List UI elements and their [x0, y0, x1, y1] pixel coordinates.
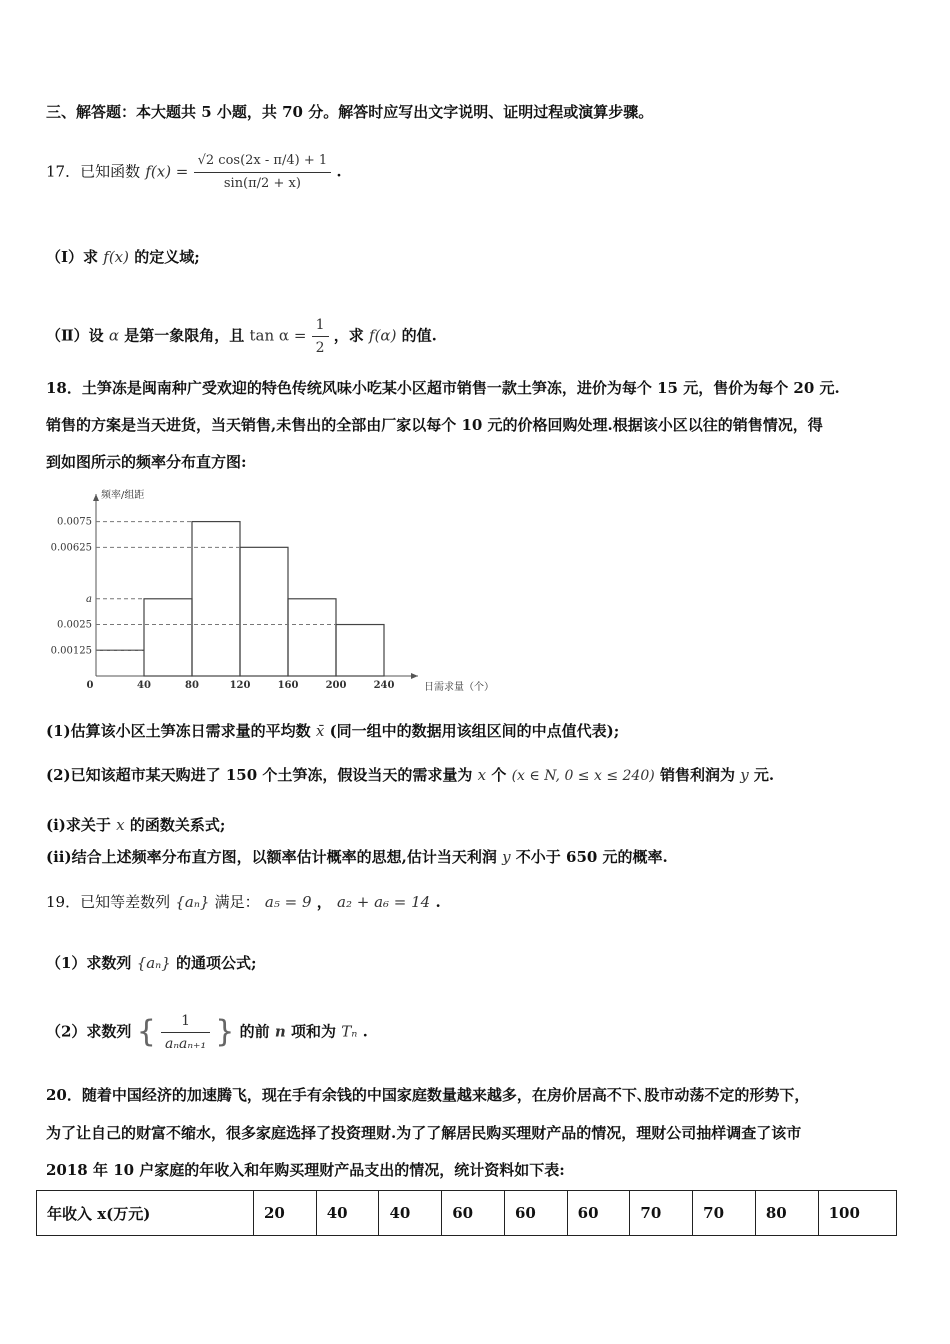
- y-axis-arrow-icon: [93, 494, 99, 501]
- q19-p2-mid: 的前: [239, 1022, 270, 1041]
- table-cell: 20: [254, 1191, 317, 1236]
- q17-p2-num: 1: [312, 314, 329, 337]
- q17-func: f(x) =: [145, 162, 189, 181]
- x-axis-arrow-icon: [411, 673, 418, 679]
- q18-s2-cond: (x ∈ N, 0 ≤ x ≤ 240): [511, 768, 655, 784]
- x-axis-title: 日需求量（个）: [424, 682, 494, 693]
- q17-p2-tan: tan α =: [249, 326, 307, 345]
- x-tick-label: 200: [325, 680, 347, 691]
- x-tick-label: 80: [185, 680, 199, 691]
- histogram-bar: [336, 625, 384, 676]
- y-tick-label: 0.00625: [50, 542, 92, 554]
- table-cell: 70: [693, 1191, 756, 1236]
- q17-numerator: √2 cos(2x - π/4) + 1: [194, 150, 332, 173]
- q17-fraction: [194, 150, 332, 195]
- q19-p2-T: Tₙ: [341, 1022, 358, 1041]
- q17-p2-den: 2: [315, 340, 325, 356]
- q17-p2-suffix: 的值.: [401, 326, 437, 345]
- x-tick-label: 0: [86, 680, 94, 691]
- q17-p1-suffix: 的定义域;: [134, 248, 200, 266]
- q19-p2-mid2: 项和为: [291, 1022, 337, 1041]
- table-cell: 60: [504, 1191, 567, 1236]
- table-cell: 100: [818, 1191, 896, 1236]
- table-cell: 80: [755, 1191, 818, 1236]
- q18-i-x: x: [116, 816, 125, 834]
- q18-i-prefix: (i)求关于: [46, 816, 111, 834]
- question-17: [46, 150, 342, 195]
- q19-comma: ，: [316, 893, 332, 911]
- q19-p2-prefix: （2）求数列: [46, 1022, 132, 1041]
- x-tick-label: 120: [229, 680, 251, 691]
- q19-mid: 满足：: [214, 893, 260, 911]
- q19-p1-suffix: 的通项公式;: [176, 954, 257, 972]
- question-19: [46, 891, 441, 913]
- q19-p1-prefix: （1）求数列: [46, 954, 132, 972]
- q18-s2-mid2: 销售利润为: [659, 766, 735, 784]
- q20-line1: 20．随着中国经济的加速腾飞，现在手有余钱的中国家庭数量越来越多，在房价居高不下､股市动荡不定的形势下，: [46, 1086, 810, 1104]
- q18-ii-suffix: 不小于 650 元的概率.: [515, 848, 668, 866]
- q17-p2-prefix: （Ⅱ）设: [46, 326, 104, 345]
- q18-s2-mid: 个: [491, 766, 507, 784]
- q18-s2-y: y: [740, 766, 749, 784]
- histogram-bar: [144, 599, 192, 676]
- q19-part2: [46, 1010, 368, 1055]
- q18-i-suffix: 的函数关系式;: [129, 816, 226, 834]
- histogram-bar: [192, 522, 240, 676]
- q18-sub2: [46, 764, 774, 787]
- q17-p2-alpha: α: [108, 326, 120, 345]
- y-tick-label: 0.00125: [50, 645, 92, 657]
- q19-suffix: .: [435, 893, 441, 911]
- q18-line3: 到如图所示的频率分布直方图:: [46, 453, 247, 471]
- q18-s2-x: x: [477, 766, 487, 784]
- y-tick-label: 0.0075: [57, 516, 92, 528]
- histogram-layer: [51, 488, 494, 693]
- q18-s1-suffix: (同一组中的数据用该组区间的中点值代表);: [329, 722, 620, 740]
- q20-line2: 为了让自己的财富不缩水，很多家庭选择了投资理财.为了了解居民购买理财产品的情况，理财公司抽样调查了该市: [46, 1124, 802, 1142]
- q18-line1: 18．土笋冻是闽南种广受欢迎的特色传统风味小吃某小区超市销售一款土笋冻，进价为每个 15 元，售价为每个 20 元.: [46, 379, 840, 397]
- q18-ii-y: y: [502, 848, 511, 866]
- q18-line2: 销售的方案是当天进货，当天销售,未售出的全部由厂家以每个 10 元的价格回购处理.根据该小区以往的销售情况，得: [46, 416, 823, 434]
- q19-eq1: a₅ = 9: [264, 893, 312, 911]
- q17-part2: [46, 314, 437, 359]
- table-cell: 40: [316, 1191, 379, 1236]
- left-brace-icon: {: [136, 1014, 156, 1050]
- q19-p2-suffix: .: [362, 1022, 368, 1041]
- q17-p2-math: f(α): [369, 326, 397, 345]
- y-tick-label: a: [86, 593, 92, 605]
- q17-part1: [46, 246, 200, 268]
- section-header: 三、解答题：本大题共 5 小题，共 70 分。解答时应写出文字说明、证明过程或演算步骤。: [46, 103, 654, 121]
- q19-p1-seq: {aₙ}: [136, 954, 171, 972]
- q17-p2-mid: 是第一象限角，且: [124, 326, 245, 345]
- q17-p2-fraction: [312, 314, 329, 359]
- q19-eq2: a₂ + a₆ = 14: [337, 893, 431, 911]
- table-cell: 70: [630, 1191, 693, 1236]
- q17-suffix: .: [336, 162, 342, 181]
- x-tick-label: 240: [373, 680, 395, 691]
- q19-prefix: 19．已知等差数列: [46, 893, 171, 911]
- histogram-bar: [288, 599, 336, 676]
- table-row: [37, 1191, 897, 1236]
- q18-ii-prefix: (ii)结合上述频率分布直方图，以额率估计概率的思想,估计当天利润: [46, 848, 497, 866]
- right-brace-icon: }: [215, 1014, 235, 1050]
- q17-p1-prefix: （Ⅰ）求: [46, 248, 99, 266]
- q18-sub-i: [46, 814, 225, 836]
- histogram-chart: [40, 486, 494, 700]
- q18-s2-prefix: (2)已知该超市某天购进了 150 个土笋冻，假设当天的需求量为: [46, 766, 473, 784]
- q18-s1-prefix: (1)估算该小区土笋冻日需求量的平均数: [46, 722, 311, 740]
- x-tick-label: 160: [277, 680, 299, 691]
- table-header-cell: 年收入 x(万元): [37, 1191, 254, 1236]
- y-axis-title: 频率/组距: [101, 490, 145, 501]
- histogram-bar: [240, 547, 288, 676]
- q19-p2-fraction: [161, 1010, 210, 1055]
- q19-seq: {aₙ}: [175, 893, 210, 911]
- q17-p2-mid2: ，求: [333, 326, 364, 345]
- q18-s2-suffix: 元.: [753, 766, 775, 784]
- income-table: [36, 1190, 897, 1236]
- q19-p2-num: 1: [161, 1010, 210, 1033]
- table-cell: 60: [442, 1191, 505, 1236]
- q17-p1-math: f(x): [103, 248, 129, 266]
- q17-denominator: sin(π/2 + x): [223, 176, 301, 191]
- q20-line3: 2018 年 10 户家庭的年收入和年购买理财产品支出的情况，统计资料如下表:: [46, 1161, 565, 1179]
- q18-sub-ii: [46, 846, 668, 868]
- x-tick-label: 40: [137, 680, 151, 691]
- q18-s1-math: x̄: [315, 722, 325, 740]
- table-cell: 60: [567, 1191, 630, 1236]
- table-cell: 40: [379, 1191, 442, 1236]
- q19-p2-den: aₙaₙ₊₁: [165, 1036, 207, 1052]
- q19-part1: [46, 952, 257, 974]
- q18-sub1: [46, 720, 619, 742]
- q19-p2-n: n: [274, 1022, 286, 1041]
- q17-prefix: 17．已知函数: [46, 162, 141, 181]
- y-tick-label: 0.0025: [57, 619, 92, 631]
